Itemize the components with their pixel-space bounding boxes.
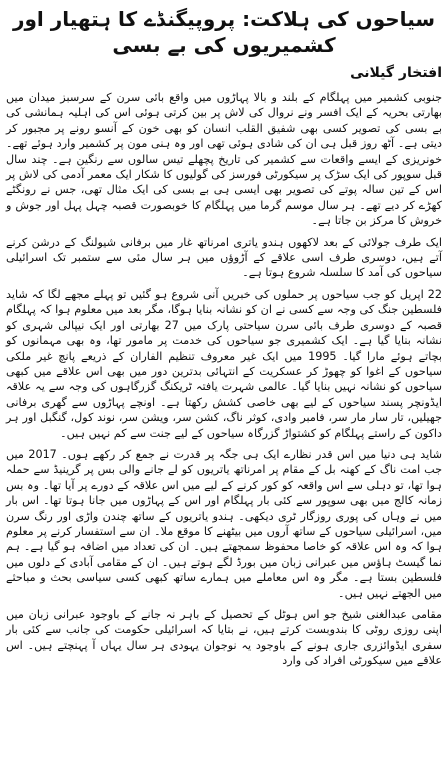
article-paragraph: جنوبی کشمیر میں پہلگام کے بلند و بالا پہاڑوں میں واقع بائی سرن کے سرسبز میدان میں بھارتی بحریہ کے ایک افسر ونے نروال کی لاش پر بین کرتی ہوئی اس کی اہلیہ ہمانشی کی بے بسی کی تصویر کسی بھی شفیق القلب انسان کو بھی خون کے آنسو رونے پر مجبور کر دیتی ہے۔ آٹھ روز قبل ہی ان کی شادی ہوئی تھی اور وہ ہنی مون پر کشمیر وارد ہوئے تھے۔ خونریزی کے ایسے واقعات سے کشمیر کی تاریخ پچھلے تیس سالوں سے رنگین ہے۔ چند سال قبل سوپور کی ایک سڑک پر سیکورٹی فورسز کی گولیوں کا شکار ایک معمر آدمی کی لاش پر اس کے تین سالہ پوتے کی تصویر بھی ایسی ہی بے بسی کی ایک مثال تھی، جس نے رونگٹے کھڑے کر دیے تھے۔ ہر سال موسم گرما میں پہلگام کا خوبصورت قصبہ چہل پہل اور جوش و خروش کا مرکز بن جاتا ہے۔: [6, 91, 442, 228]
author-byline: افتخار گیلانی: [350, 65, 442, 81]
article-paragraph: مقامی عبدالغنی شیخ جو اس ہوٹل کے تحصیل کے باہر نہ جانے کے باوجود عبرانی زبان میں اپنی روزی روٹی کا بندوبست کرتے ہیں، نے بتایا کہ اسرائیلی حکومت کی جانب سے کئی بار سفری ایڈوائزری جاری ہونے کے باوجود یہ نوجوان یہودی ہر سال یہاں آ پہنچتے ہیں۔ اس علاقے میں سیکورٹی افراد کی وارد: [6, 608, 442, 668]
article-headline: سیاحوں کی ہلاکت: پروپیگنڈے کا ہتھیار اور کشمیریوں کی بے بسی: [12, 7, 436, 57]
article-paragraph: ایک طرف جولائی کے بعد لاکھوں ہندو یاتری امرناتھ غار میں برفانی شیولنگ کے درشن کرنے آتے ہیں، دوسری طرف اسی علاقے کے آڑوؤں میں ہر سال مئی سے ستمبر تک اسرائیلی سیاحوں کی آمد کا سلسلہ شروع ہوتا ہے۔: [6, 235, 442, 280]
article-paragraph: شاید ہی دنیا میں اس قدر نظارے ایک ہی جگہ پر قدرت نے جمع کر رکھے ہوں۔ 2017 میں جب امت ناگ کے کھنہ بل کے مقام پر امرناتھ یاتریوں کو لے جانے والی بس پر گرینیڈ سے حملہ ہوا تھا، تو دہلی سے اس واقعہ کو کور کرنے کے لیے میں اس علاقہ کے دورے پر آیا تھا۔ وہ بس زمانہ کالج میں بھی سوپور سے کئی بار پہلگام اور اس کے پہاڑوں میں جانا ہوتا تھا۔ اس بار میں نے وہاں کی پوری روزگار ٹری دیکھی۔ ہندو یاتریوں کے ساتھ چندن واڑی اور رنگ سرن میں، اسرائیلی سیاحوں کے ساتھ آروں میں بیٹھنے کا موقع ملا۔ ان سے استفسار کرنے پر معلوم ہوا کہ وہ اس علاقہ کو خاصا محفوظ سمجھتے ہیں۔ ان کی تعداد میں اضافہ ہو گیا ہے۔ ہم نما گیسٹ ہاؤس میں عبرانی زبان میں بورڈ لگے ہوتے ہیں۔ ان کے مقامی آبادی کے دلوں میں فلسطین بستا ہے۔ مگر وہ اس معاملے میں ہمارے ساتھ کبھی کسی سیاسی بحث و مباحثے میں الجھتے نہیں ہیں۔: [6, 447, 442, 600]
article-paragraph: 22 اپریل کو جب سیاحوں پر حملوں کی خبریں آنی شروع ہو گئیں تو پہلے مجھے لگا کہ شاید فلسطین جنگ کی وجہ سے کسی نے ان کو نشانہ بنایا ہوگا، مگر بعد میں معلوم ہوا کہ پہلگام قصبہ کے دوسری طرف بائی سرن سیاحتی پارک میں 27 بھارتی اور ایک نیپالی شہری کو نشانہ بنایا گیا ہے۔ ایک کشمیری جو سیاحوں کی خدمت پر مامور تھا، وہ بھی مہمانوں کو بچاتے ہوئے مارا گیا۔ 1995 میں ایک غیر معروف تنظیم الفاران کے ذریعے پانچ غیر ملکی سیاحوں کے اغوا کو چھوڑ کر عسکریت کے انتہائی بدترین دور میں بھی اس علاقے میں کبھی سیاحوں کو نشانہ نہیں بنایا گیا۔ عالمی شہرت یافتہ ٹریکنگ گزرگاہوں کی وجہ سے یہ علاقہ ایڈونچر پسند سیاحوں کے لیے بھی خاصی کشش رکھتا ہے۔ اونچے پہاڑوں سے گھری برفانی جھیلیں، تار سار مار سر، فامبر وادی، کوثر ناگ، کشن سر، ویشن سر، نوند کول، گنگبل اور ہر داکون کے راستے پہلگام کو کشتواڑ گزرگاہ سیاحوں کے لیے جنت سے کم نہیں ہیں۔: [6, 287, 442, 440]
